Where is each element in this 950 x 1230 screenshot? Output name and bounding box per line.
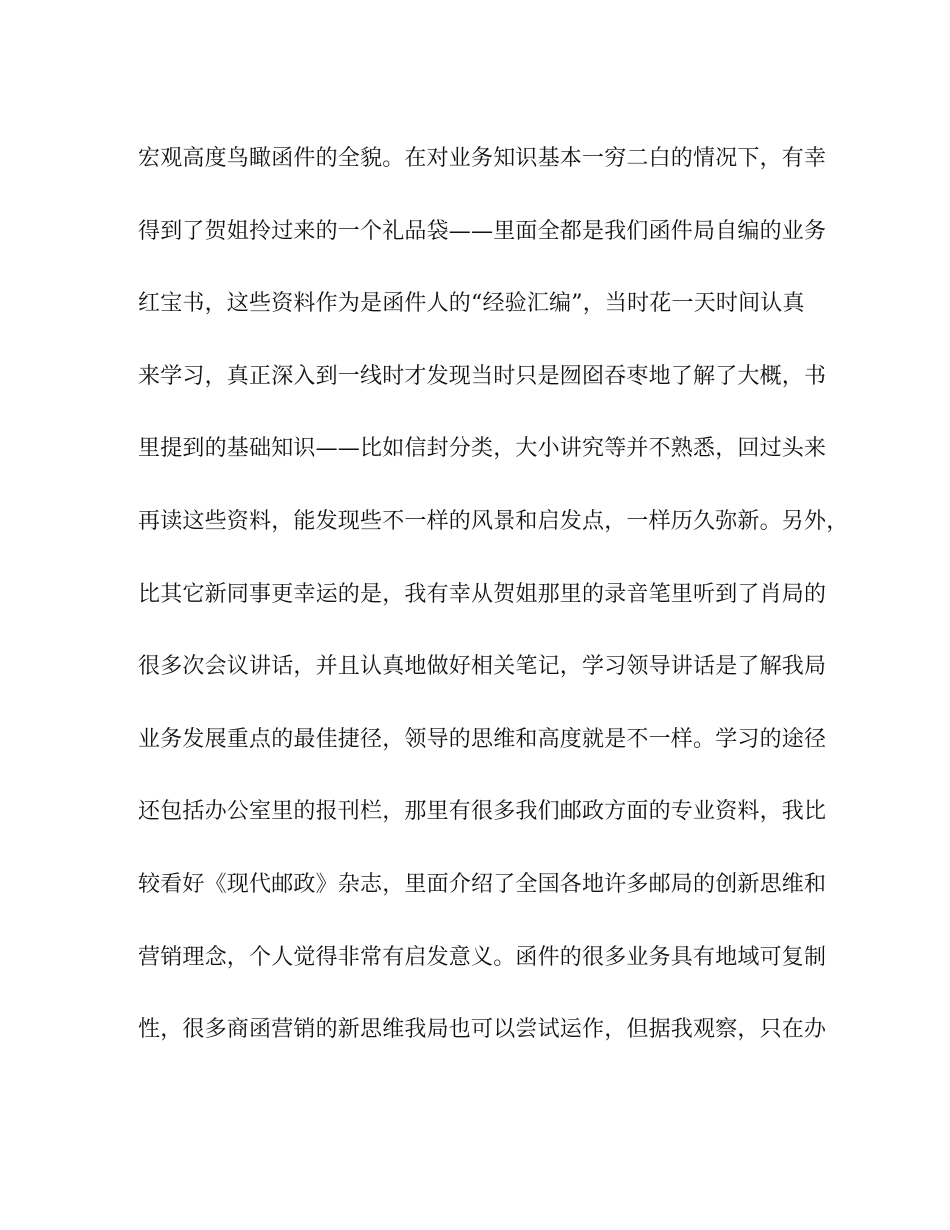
text-line-5: 里提到的基础知识——比如信封分类，大小讲究等并不熟悉，回过头来 bbox=[138, 436, 827, 462]
text-line-3: 红宝书，这些资料作为是函件人的“经验汇编”，当时花一天时间认真 bbox=[138, 291, 805, 317]
text-line-13: 性，很多商函营销的新思维我局也可以尝试运作，但据我观察，只在办 bbox=[138, 1017, 827, 1043]
text-line-6: 再读这些资料，能发现些不一样的风景和启发点，一样历久弥新。另外， bbox=[138, 508, 849, 534]
text-line-2: 得到了贺姐拎过来的一个礼品袋——里面全都是我们函件局自编的业务 bbox=[138, 218, 827, 244]
text-line-1: 宏观高度鸟瞰函件的全貌。在对业务知识基本一穷二白的情况下，有幸 bbox=[138, 146, 827, 171]
text-line-4: 来学习，真正深入到一线时才发现当时只是囫囵吞枣地了解了大概，书 bbox=[138, 363, 827, 389]
text-line-8: 很多次会议讲话，并且认真地做好相关笔记，学习领导讲话是了解我局 bbox=[138, 654, 827, 680]
text-line-9: 业务发展重点的最佳捷径，领导的思维和高度就是不一样。学习的途径 bbox=[138, 726, 827, 752]
text-line-10: 还包括办公室里的报刊栏，那里有很多我们邮政方面的专业资料，我比 bbox=[138, 799, 827, 825]
text-line-11: 较看好《现代邮政》杂志，里面介绍了全国各地许多邮局的创新思维和 bbox=[138, 871, 827, 897]
text-line-7: 比其它新同事更幸运的是，我有幸从贺姐那里的录音笔里听到了肖局的 bbox=[138, 581, 827, 607]
body-paragraph bbox=[138, 135, 849, 1079]
text-line-12: 营销理念，个人觉得非常有启发意义。函件的很多业务具有地域可复制 bbox=[138, 944, 827, 970]
